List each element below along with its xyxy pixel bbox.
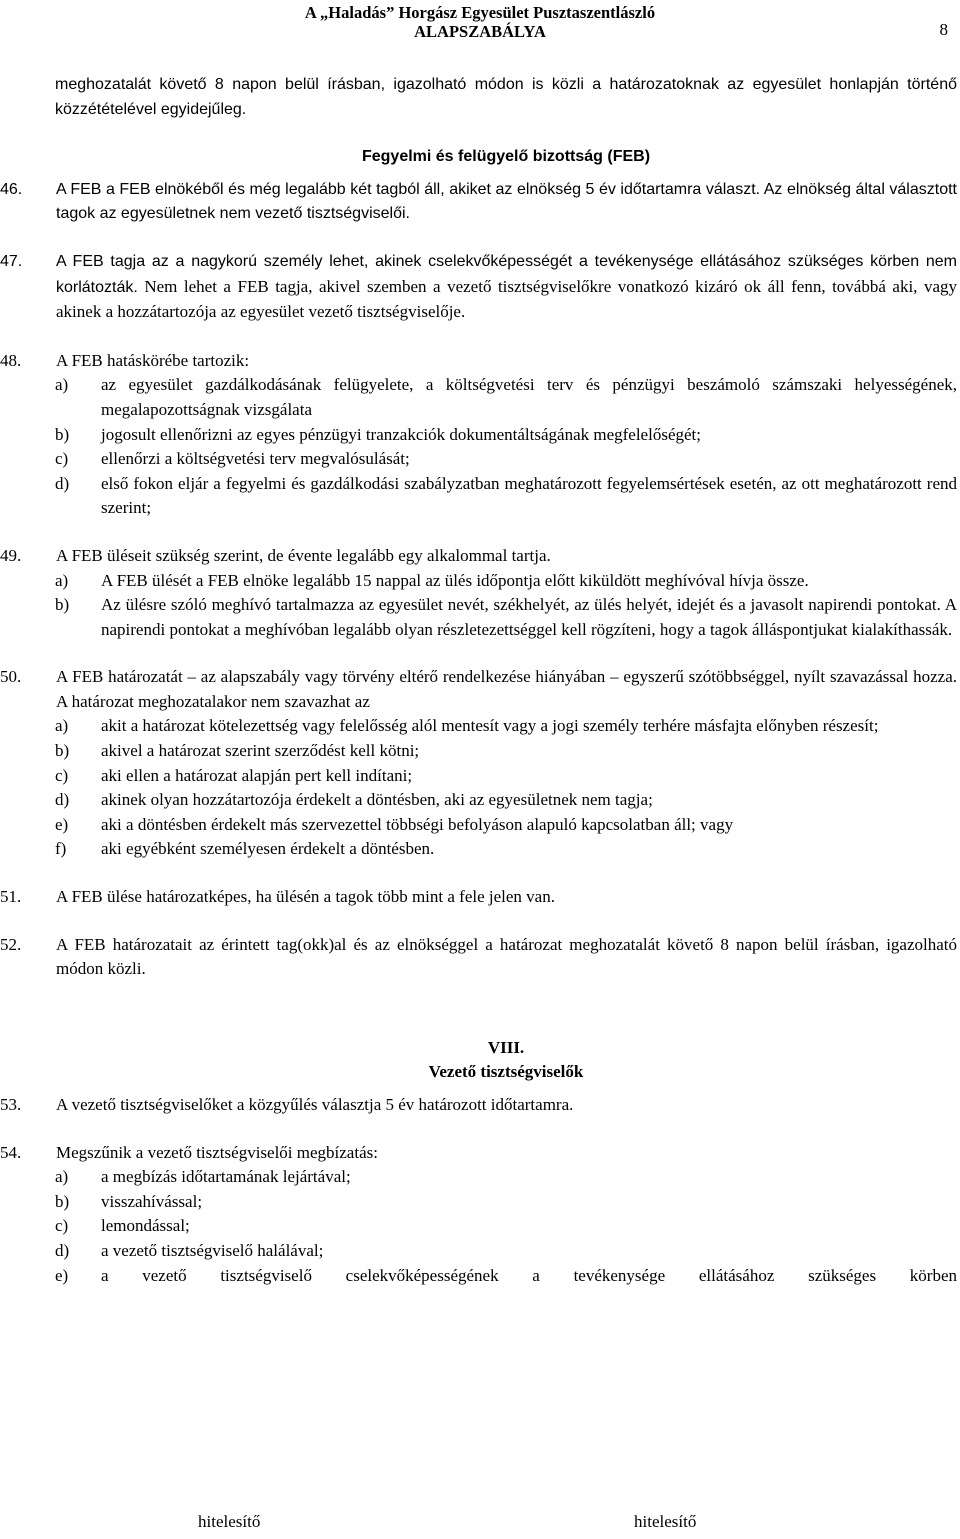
list-item-text: visszahívással; <box>101 1191 203 1211</box>
paragraph-46 <box>0 178 957 227</box>
list-item <box>55 1190 957 1215</box>
list-item <box>55 1239 957 1264</box>
list-item <box>55 423 957 448</box>
paragraph-number: 52. <box>0 934 22 954</box>
footer-signatory-right: hitelesítő <box>634 1512 697 1531</box>
list-item-text: lemondással; <box>101 1216 190 1236</box>
list-item-text: ellenőrzi a költségvetési terv megvalósulását; <box>101 449 410 469</box>
list-item-text: a vezető tisztségviselő halálával; <box>101 1240 324 1260</box>
paragraph-47 <box>0 250 957 326</box>
paragraph-48 <box>0 349 957 374</box>
intro-paragraph: meghozatalát követő 8 napon belül írásban, igazolható módon is közli a határozatoknak az egyesület honlapján történő közzétételével egyidejűleg. <box>55 76 957 118</box>
list-item-label: f) <box>55 839 67 859</box>
paragraph-number: 49. <box>0 545 22 565</box>
list-item-label: a) <box>55 716 69 736</box>
list-item-label: e) <box>55 1265 69 1285</box>
header-title: A „Haladás” Horgász Egyesület Pusztaszentlászló <box>304 3 656 22</box>
list-item <box>55 837 957 862</box>
list-item <box>55 373 957 422</box>
paragraph-text: Megszűnik a vezető tisztségviselői megbízatás: <box>56 1142 378 1162</box>
list-item <box>55 813 957 838</box>
paragraph-text: A FEB üléseit szükség szerint, de évente legalább egy alkalommal tartja. <box>56 545 551 565</box>
list-item <box>55 593 957 642</box>
list-item <box>55 764 957 789</box>
paragraph-text: A FEB határozatait az érintett tag(okk)al és az elnökséggel a határozat meghozatalát követő 8 napon belül írásban, igazolható módon közli. <box>56 934 957 979</box>
paragraph-text-part-b: Nem lehet a FEB tagja, akivel szemben a vezető tisztségviselőkre vonatkozó kizáró ok áll fenn, továbbá aki, vagy akinek a hozzátartozója az egyesület vezető tisztségviselője. <box>56 276 957 322</box>
document-body <box>0 73 957 1288</box>
list-item-text: akinek olyan hozzátartozója érdekelt a döntésben, aki az egyesületnek nem tagja; <box>101 790 653 810</box>
list-item-label: a) <box>55 570 69 590</box>
paragraph-text: A FEB hatáskörébe tartozik: <box>56 350 250 370</box>
paragraph-text-part-a: A FEB tagja az a nagykorú személy lehet, akinek cselekvőképességét a tevékenysége ellátásához szükséges körben nem korlátozták. <box>56 252 957 296</box>
list-item-label: c) <box>55 449 69 469</box>
paragraph-text: A FEB a FEB elnökéből és még legalább két tagból áll, akiket az elnökség 5 év időtartamra választ. Az elnökség által választott tagok az egyesületnek nem vezető tisztségviselői. <box>56 180 957 223</box>
list-item-label: d) <box>55 790 70 810</box>
paragraph-number: 54. <box>0 1142 22 1162</box>
list-item-text: A FEB ülését a FEB elnöke legalább 15 nappal az ülés időpontja előtt kiküldött meghívóval hívja össze. <box>101 570 809 590</box>
paragraph-number: 53. <box>0 1095 22 1114</box>
list-item-label: d) <box>55 1240 70 1260</box>
list-item <box>55 1264 957 1289</box>
footer-signatory-left: hitelesítő <box>198 1512 261 1531</box>
list-item-text: a vezető tisztségviselő cselekvőképességének a tevékenysége ellátásához szükséges körben <box>101 1265 957 1285</box>
paragraph-49 <box>0 544 957 569</box>
list-item <box>55 788 957 813</box>
feb-heading: Fegyelmi és felügyelő bizottság (FEB) <box>361 148 651 166</box>
paragraph-number: 50. <box>0 667 22 687</box>
list-item-label: a) <box>55 1167 69 1187</box>
list-item-text: akit a határozat kötelezettség vagy felelősség alól mentesít vagy a jogi személy terhére másfajta előnyben részesít; <box>101 716 879 736</box>
list-item <box>55 714 957 739</box>
paragraph-text: A FEB határozatát – az alapszabály vagy törvény eltérő rendelkezése hiányában – egyszerű szótöbbséggel, nyílt szavazással hozza. A határozat meghozatalakor nem szavazhat az <box>56 667 957 711</box>
document-header <box>0 3 960 41</box>
list-item-label: a) <box>55 375 69 395</box>
paragraph-number: 51. <box>0 887 22 907</box>
list-item <box>55 569 957 594</box>
list-item-text: aki a döntésben érdekelt más szervezettel többségi befolyáson alapuló kapcsolatban áll; vagy <box>101 814 734 834</box>
list-item-text: aki ellen a határozat alapján pert kell indítani; <box>101 765 413 785</box>
list-item-text: akivel a határozat szerint szerződést kell kötni; <box>101 741 420 761</box>
paragraph-text: A vezető tisztségviselőket a közgyűlés választja 5 év határozott időtartamra. <box>56 1095 574 1114</box>
list-item-text: első fokon eljár a fegyelmi és gazdálkodási szabályzatban meghatározott fegyelemsértések esetén, az ott meghatározott rend szerint; <box>101 473 957 518</box>
list-item-label: c) <box>55 1216 69 1236</box>
paragraph-51 <box>0 885 957 910</box>
section-number: VIII. <box>487 1037 525 1057</box>
paragraph-text: A FEB ülése határozatképes, ha ülésén a tagok több mint a fele jelen van. <box>56 887 555 907</box>
list-item-text: aki egyébként személyesen érdekelt a döntésben. <box>101 839 435 859</box>
paragraph-number: 48. <box>0 350 22 370</box>
section-title: Vezető tisztségviselők <box>428 1062 584 1082</box>
header-subtitle: ALAPSZABÁLYA <box>414 22 546 41</box>
list-item-label: b) <box>55 741 70 761</box>
paragraph-50-list <box>55 714 957 862</box>
list-item <box>55 1165 957 1190</box>
list-item-text: jogosult ellenőrizni az egyes pénzügyi tranzakciók dokumentáltságának megfelelőségét; <box>101 424 701 444</box>
paragraph-52 <box>0 933 957 982</box>
list-item-label: e) <box>55 814 69 834</box>
list-item-text: az egyesület gazdálkodásának felügyelete, a költségvetési terv és pénzügyi beszámoló számszaki helyességének, megalapozottságnak vizsgálata <box>101 375 957 419</box>
paragraph-48-list <box>55 373 957 521</box>
paragraph-50 <box>0 665 957 714</box>
paragraph-text <box>56 250 957 326</box>
paragraph-49-list <box>55 569 957 643</box>
list-item <box>55 1214 957 1239</box>
list-item-label: b) <box>55 595 70 615</box>
list-item <box>55 739 957 764</box>
paragraph-number: 46. <box>0 180 23 198</box>
list-item <box>55 472 957 521</box>
list-item-label: b) <box>55 424 70 444</box>
list-item-text: Az ülésre szóló meghívó tartalmazza az egyesület nevét, székhelyét, az ülés helyét, idejét és a javasolt napirendi pontokat. A napirendi pontokat a meghívóban legalább olyan részletezettséggel kell rögzíteni, hogy a tagok álláspontjukat kialakíthassák. <box>101 595 957 639</box>
list-item-label: b) <box>55 1191 70 1211</box>
page-number: 8 <box>939 20 948 39</box>
paragraph-number: 47. <box>0 252 23 270</box>
list-item-label: c) <box>55 765 69 785</box>
list-item-text: a megbízás időtartamának lejártával; <box>101 1167 351 1187</box>
paragraph-54 <box>0 1141 957 1166</box>
list-item-label: d) <box>55 473 70 493</box>
paragraph-54-list <box>55 1165 957 1288</box>
paragraph-53 <box>0 1093 957 1118</box>
list-item <box>55 447 957 472</box>
